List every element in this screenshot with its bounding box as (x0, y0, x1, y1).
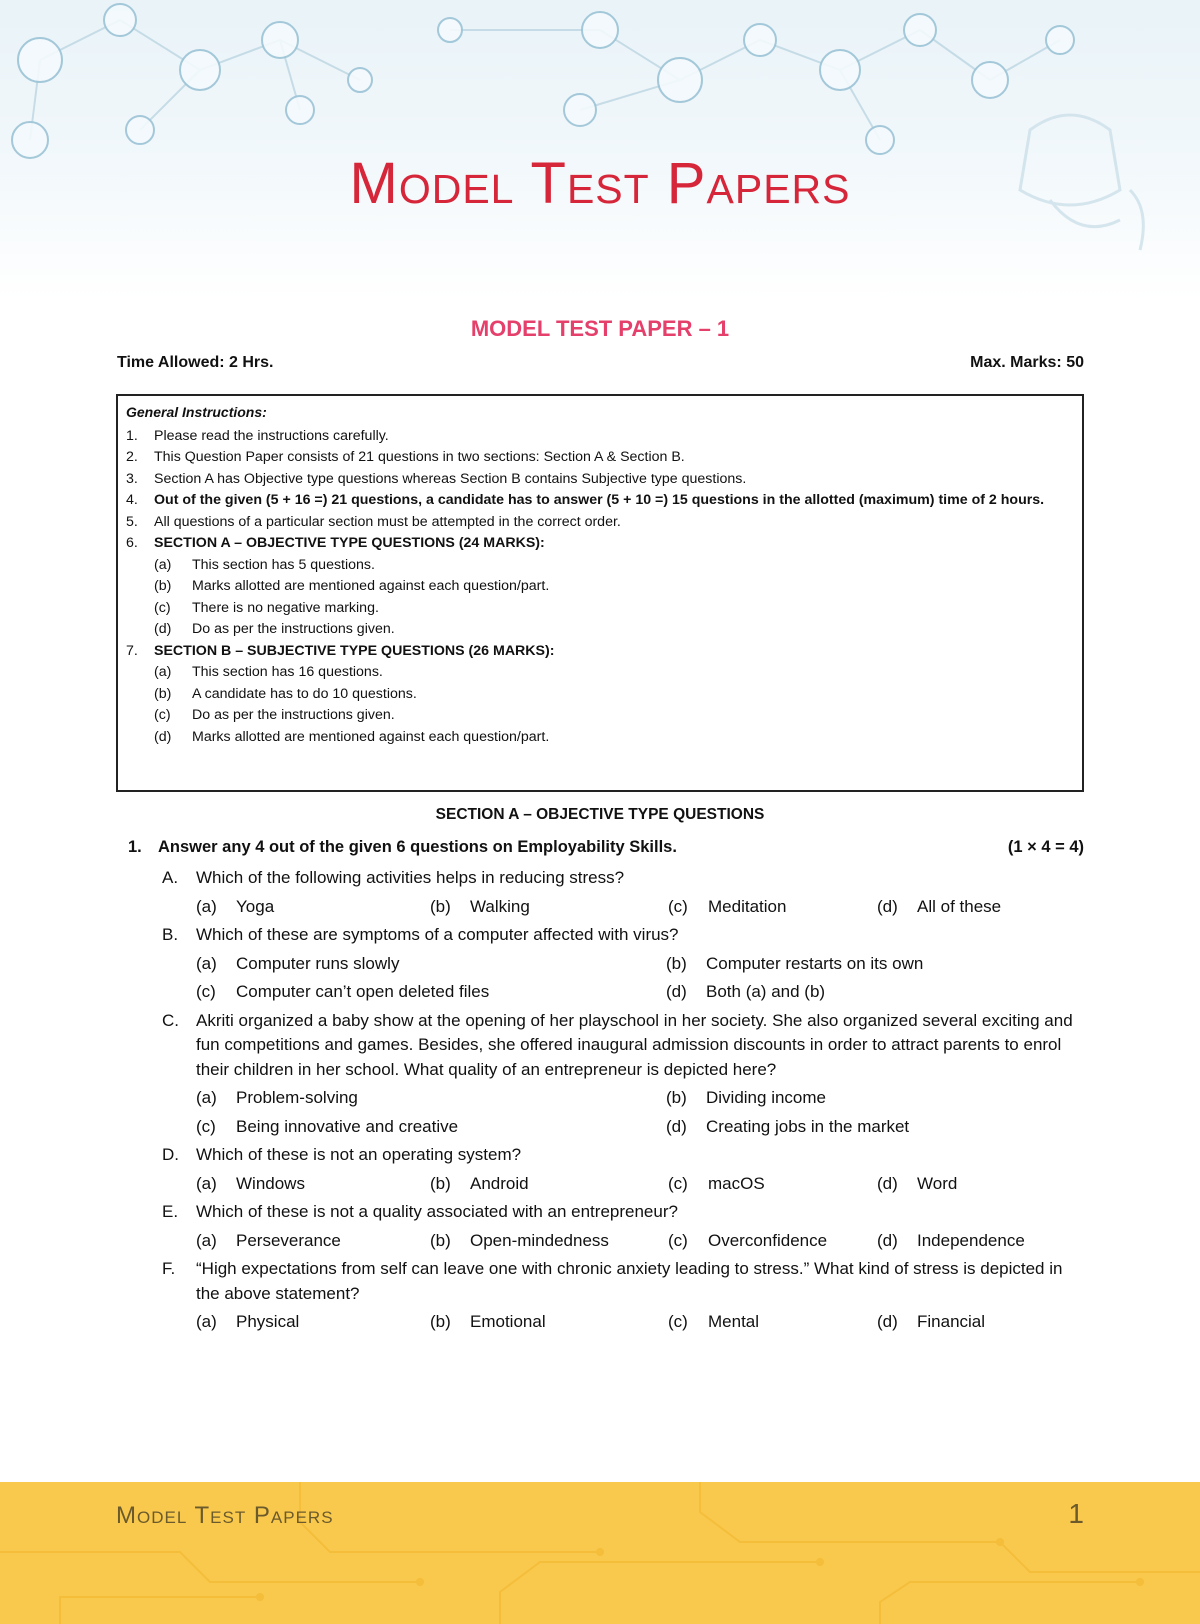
sub-question-letter: D. (162, 1145, 179, 1164)
sub-point-text: This section has 5 questions. (192, 556, 375, 573)
option-text: Walking (470, 896, 530, 916)
sub-question-letter: C. (162, 1010, 179, 1030)
option (430, 1310, 668, 1335)
sub-question-letter: F. (162, 1259, 176, 1278)
option (196, 952, 666, 977)
option-label: (b) (666, 1088, 687, 1107)
sub-question-text: Akriti organized a baby show at the opening of her playschool in her society. She also organized several exciting and fun competitions and games. Besides, she offered inaugural admission discounts in order to attract parents to enrol their children in her school. What quality of an entrepreneur is depicted here? (196, 1010, 1073, 1079)
option-text: Computer runs slowly (236, 953, 400, 973)
option-text: Computer can’t open deleted files (236, 982, 490, 1001)
option (666, 980, 1086, 1005)
sub-point-text: There is no negative marking. (192, 599, 379, 616)
options (162, 1310, 1084, 1335)
sub-question (162, 1200, 1084, 1253)
option (668, 1229, 877, 1254)
option-label: (d) (877, 896, 898, 916)
footer-bar (0, 1482, 1200, 1624)
sub-point-text: Marks allotted are mentioned against each question/part. (192, 578, 550, 594)
instruction-item (126, 469, 1074, 491)
option-text: Mental (708, 1312, 760, 1331)
instruction-text: SECTION B – SUBJECTIVE TYPE QUESTIONS (26 MARKS): (154, 642, 555, 659)
option (196, 1310, 430, 1335)
option (196, 895, 430, 920)
sub-question (162, 1257, 1084, 1335)
sub-point-label: (c) (154, 707, 171, 723)
option-label: (d) (666, 982, 687, 1001)
option-text: Dividing income (706, 1088, 826, 1107)
sub-question-text: “High expectations from self can leave one with chronic anxiety leading to stress.” What kind of stress is depicted in the above statement? (196, 1259, 1063, 1303)
option (666, 952, 1086, 977)
instruction-text: This Question Paper consists of 21 questions in two sections: Section A & Section B. (154, 449, 685, 465)
option-text: Open-mindedness (470, 1230, 609, 1250)
option (877, 1229, 1077, 1254)
sub-point-text: A candidate has to do 10 questions. (192, 685, 417, 702)
options (162, 1229, 1084, 1254)
option-text: Physical (236, 1312, 300, 1331)
option (877, 1172, 1077, 1197)
option-label: (d) (877, 1312, 898, 1331)
page-title: Model Test Papers (349, 151, 851, 216)
paper-title: MODEL TEST PAPER – 1 (470, 316, 730, 341)
options (162, 952, 1084, 1005)
option (196, 1229, 430, 1254)
option-text: Both (a) and (b) (706, 982, 826, 1001)
instruction-item (126, 490, 1074, 512)
option-label: (b) (430, 1173, 451, 1193)
instruction-text: Section A has Objective type questions whereas Section B contains Subjective type questions. (154, 470, 747, 487)
sub-point-text: Do as per the instructions given. (192, 707, 395, 723)
option-label: (a) (196, 1173, 217, 1193)
sub-question-letter: A. (162, 868, 179, 887)
option-text: Android (470, 1173, 529, 1193)
option-text: Perseverance (236, 1230, 341, 1250)
question-1-header (128, 838, 1084, 857)
option-label: (b) (430, 896, 451, 916)
sub-point-label: (b) (154, 685, 172, 702)
instruction-number: 2. (126, 449, 138, 465)
question-marks: (1 × 4 = 4) (1007, 838, 1084, 856)
sub-point-label: (d) (154, 621, 172, 637)
general-instructions-box (116, 394, 1084, 792)
option (666, 1086, 1086, 1111)
option (666, 1115, 1086, 1140)
question-number: 1. (128, 838, 142, 856)
instruction-number: 7. (126, 642, 138, 659)
option-text: Problem-solving (236, 1088, 358, 1107)
footer-title: Model Test Papers (116, 1502, 334, 1529)
sub-question (162, 923, 1084, 1005)
sub-point-text: Do as per the instructions given. (192, 621, 395, 637)
sub-point-label: (b) (154, 578, 172, 594)
sub-question (162, 1009, 1084, 1140)
option-text: Computer restarts on its own (706, 953, 924, 973)
sub-point (126, 598, 1074, 620)
option-label: (d) (877, 1173, 898, 1193)
option-label: (a) (196, 1312, 217, 1331)
sub-point-label: (a) (154, 664, 172, 680)
option-label: (c) (668, 1230, 688, 1250)
instruction-number: 1. (126, 427, 138, 444)
sub-point-label: (d) (154, 728, 172, 745)
option (430, 1229, 668, 1254)
option-label: (c) (668, 896, 688, 916)
instruction-text: Please read the instructions carefully. (154, 427, 389, 444)
option-text: Creating jobs in the market (706, 1116, 910, 1136)
sub-point (126, 662, 1074, 684)
option (877, 1310, 1077, 1335)
option-text: Yoga (236, 896, 275, 916)
option-label: (a) (196, 896, 217, 916)
option (668, 895, 877, 920)
instruction-text: All questions of a particular section must be attempted in the correct order. (154, 513, 621, 530)
option-text: Overconfidence (708, 1230, 828, 1250)
sub-point (126, 619, 1074, 641)
sub-point (126, 727, 1074, 749)
option (196, 1172, 430, 1197)
instruction-item (126, 533, 1074, 555)
question-list (162, 866, 1084, 1339)
sub-point (126, 555, 1074, 577)
option-label: (d) (666, 1116, 687, 1136)
instruction-number: 5. (126, 513, 138, 530)
option-label: (a) (196, 953, 217, 973)
question-text: Answer any 4 out of the given 6 questions on Employability Skills. (158, 838, 677, 856)
sub-point-label: (c) (154, 599, 171, 616)
option-label: (a) (196, 1088, 217, 1107)
option (877, 895, 1077, 920)
section-a-title: SECTION A – OBJECTIVE TYPE QUESTIONS (435, 806, 765, 823)
instruction-number: 4. (126, 492, 138, 508)
option-text: All of these (917, 896, 1002, 916)
sub-point-label: (a) (154, 556, 172, 573)
option-label: (b) (666, 953, 687, 973)
sub-question-letter: B. (162, 925, 179, 944)
option (196, 1086, 666, 1111)
option-label: (c) (196, 1116, 216, 1136)
instruction-item (126, 641, 1074, 663)
options (162, 895, 1084, 920)
option-label: (c) (668, 1312, 688, 1331)
option (430, 895, 668, 920)
option (430, 1172, 668, 1197)
sub-question-letter: E. (162, 1202, 179, 1221)
option (196, 1115, 666, 1140)
options (162, 1086, 1084, 1139)
time-allowed: Time Allowed: 2 Hrs. (117, 354, 274, 371)
instruction-number: 6. (126, 535, 138, 551)
page-number: 1 (1068, 1498, 1084, 1529)
option (668, 1172, 877, 1197)
option-label: (c) (196, 982, 216, 1001)
instruction-number: 3. (126, 470, 138, 487)
sub-question-text: Which of these is not a quality associated with an entrepreneur? (196, 1202, 678, 1221)
sub-question (162, 1143, 1084, 1196)
option-label: (b) (430, 1230, 451, 1250)
option-label: (c) (668, 1173, 688, 1193)
option-text: Windows (236, 1173, 305, 1193)
sub-point-text: Marks allotted are mentioned against each question/part. (192, 728, 550, 745)
option (196, 980, 666, 1005)
sub-question-text: Which of the following activities helps in reducing stress? (196, 868, 625, 887)
sub-point (126, 684, 1074, 706)
option-text: Emotional (470, 1312, 546, 1331)
option (668, 1310, 877, 1335)
sub-question (162, 866, 1084, 919)
option-text: Meditation (708, 896, 787, 916)
sub-question-text: Which of these is not an operating system? (196, 1145, 522, 1164)
option-text: Being innovative and creative (236, 1116, 459, 1136)
option-text: macOS (708, 1173, 765, 1193)
instruction-item (126, 447, 1074, 469)
sub-point (126, 705, 1074, 727)
sub-point-text: This section has 16 questions. (192, 664, 383, 680)
option-text: Financial (917, 1312, 986, 1331)
instruction-text: Out of the given (5 + 16 =) 21 questions, a candidate has to answer (5 + 10 =) 15 questions in the allotted (maximum) time of 2 hours. (154, 492, 1045, 508)
options (162, 1172, 1084, 1197)
instruction-item (126, 426, 1074, 448)
sub-question-text: Which of these are symptoms of a computer affected with virus? (196, 925, 679, 944)
sub-point (126, 576, 1074, 598)
option-text: Word (917, 1173, 958, 1193)
header-banner (0, 0, 1200, 300)
instruction-text: SECTION A – OBJECTIVE TYPE QUESTIONS (24 MARKS): (154, 535, 545, 551)
instructions-heading: General Instructions: (126, 404, 267, 420)
option-label: (a) (196, 1230, 217, 1250)
option-text: Independence (917, 1230, 1025, 1250)
option-label: (b) (430, 1312, 451, 1331)
instruction-item (126, 512, 1074, 534)
max-marks: Max. Marks: 50 (970, 354, 1084, 371)
option-label: (d) (877, 1230, 898, 1250)
